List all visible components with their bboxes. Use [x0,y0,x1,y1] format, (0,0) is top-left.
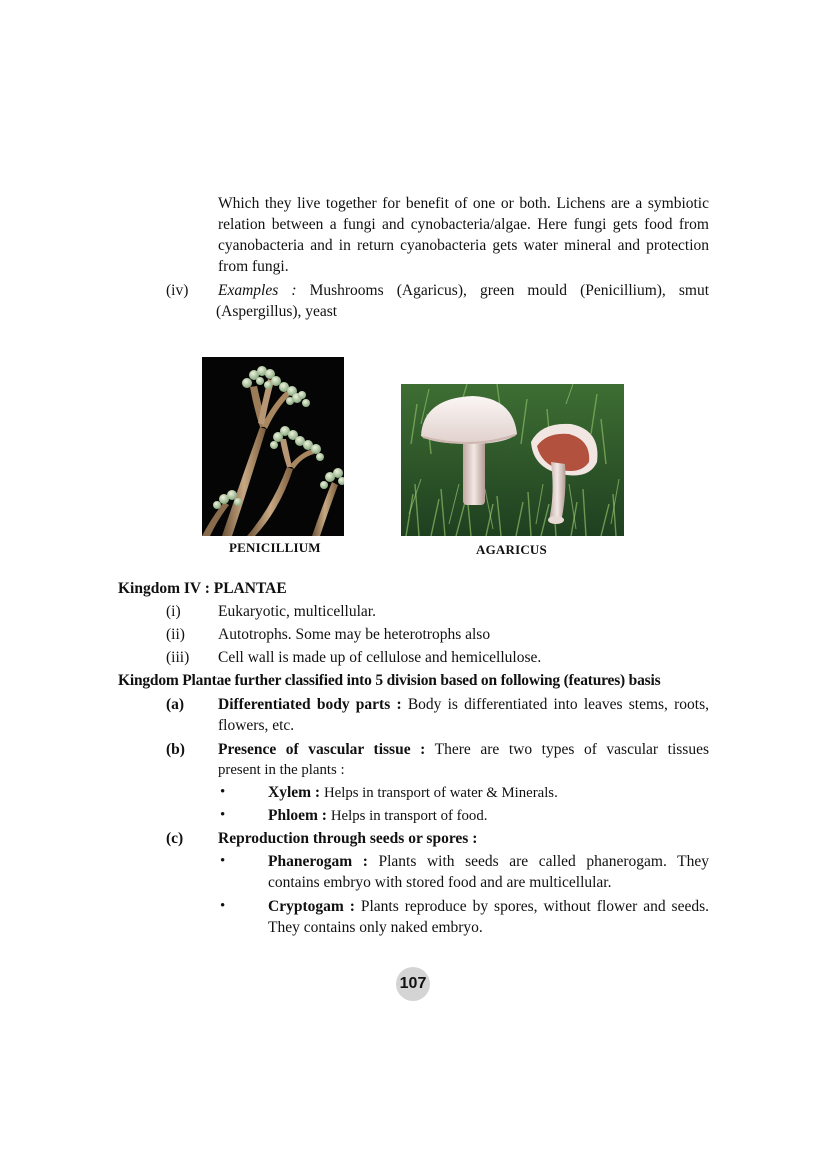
phanerogam-bullet: • [220,853,226,869]
xylem-term: Xylem : [268,784,321,801]
phloem-text: Helps in transport of food. [330,808,488,824]
examples-number: (iv) [166,282,189,299]
phanerogam-term: Phanerogam : [268,853,368,870]
intro-line-4: from fungi. [218,258,289,275]
feature-c-number: (c) [166,830,184,847]
xylem-text: Helps in transport of water & Minerals. [323,785,558,801]
feature-a-term: Differentiated body parts : [218,696,402,713]
feature-c-term: Reproduction through seeds or spores : [218,830,478,847]
plantae-item-2-number: (ii) [166,626,185,643]
plantae-item-1-text: Eukaryotic, multicellular. [218,603,376,620]
agaricus-image [401,384,624,536]
feature-b-term: Presence of vascular tissue : [218,741,426,758]
division-heading: Kingdom Plantae further classified into 5 division based on following (features) basis [118,672,661,689]
examples-text: Mushrooms (Agaricus), green mould (Penicillium), smut [309,282,710,299]
feature-b-line-1 [218,739,709,760]
examples-line-1 [218,280,709,301]
page-number: 107 [396,967,430,1001]
phanerogam-text: Plants with seeds are called phanerogam. They [378,853,710,870]
feature-b-number: (b) [166,741,185,758]
penicillium-image [202,357,344,536]
phloem-term: Phloem : [268,807,327,824]
agaricus-caption: AGARICUS [476,542,547,557]
phloem-item [268,805,487,827]
examples-label: Examples : [218,282,297,299]
feature-a-paragraph [218,694,709,736]
xylem-item [268,782,558,804]
plantae-heading: Kingdom IV : PLANTAE [118,580,287,597]
xylem-bullet: • [220,784,226,800]
feature-b-paragraph [218,739,709,781]
feature-a-line-2: flowers, etc. [218,717,295,734]
plantae-item-1-number: (i) [166,603,181,620]
plantae-item-3-text: Cell wall is made up of cellulose and hemicellulose. [218,649,542,666]
cryptogam-text: Plants reproduce by spores, without flower and seeds. [360,898,709,915]
phanerogam-line-1 [268,851,709,872]
examples-paragraph [218,280,709,301]
intro-line-3: cyanobacteria and in return cyanobacteria gets water mineral and protection [218,237,709,254]
feature-b-line-2: present in the plants : [218,762,345,778]
plantae-item-2-text: Autotrophs. Some may be heterotrophs also [218,626,491,643]
phloem-bullet: • [220,807,226,823]
cryptogam-term: Cryptogam : [268,898,355,915]
plantae-item-3-number: (iii) [166,649,190,666]
intro-line-1: Which they live together for benefit of one or both. Lichens are a symbiotic [218,195,709,212]
penicillium-caption: PENICILLIUM [229,540,321,555]
feature-a-text: Body is differentiated into leaves stems, roots, [407,696,709,713]
phanerogam-line-2: contains embryo with stored food and are multicellular. [268,874,612,891]
feature-a-line-1 [218,694,709,715]
cryptogam-bullet: • [220,898,226,914]
cryptogam-line-1 [268,896,709,917]
feature-a-number: (a) [166,696,185,713]
cryptogam-item [268,896,709,938]
phanerogam-item [268,851,709,893]
intro-line-2: relation between a fungi and cynobacteria/algae. Here fungi gets food from [218,216,709,233]
intro-paragraph [218,193,709,277]
examples-line-2: (Aspergillus), yeast [216,303,338,320]
feature-b-text: There are two types of vascular tissues [434,741,709,758]
cryptogam-line-2: They contains only naked embryo. [268,919,483,936]
